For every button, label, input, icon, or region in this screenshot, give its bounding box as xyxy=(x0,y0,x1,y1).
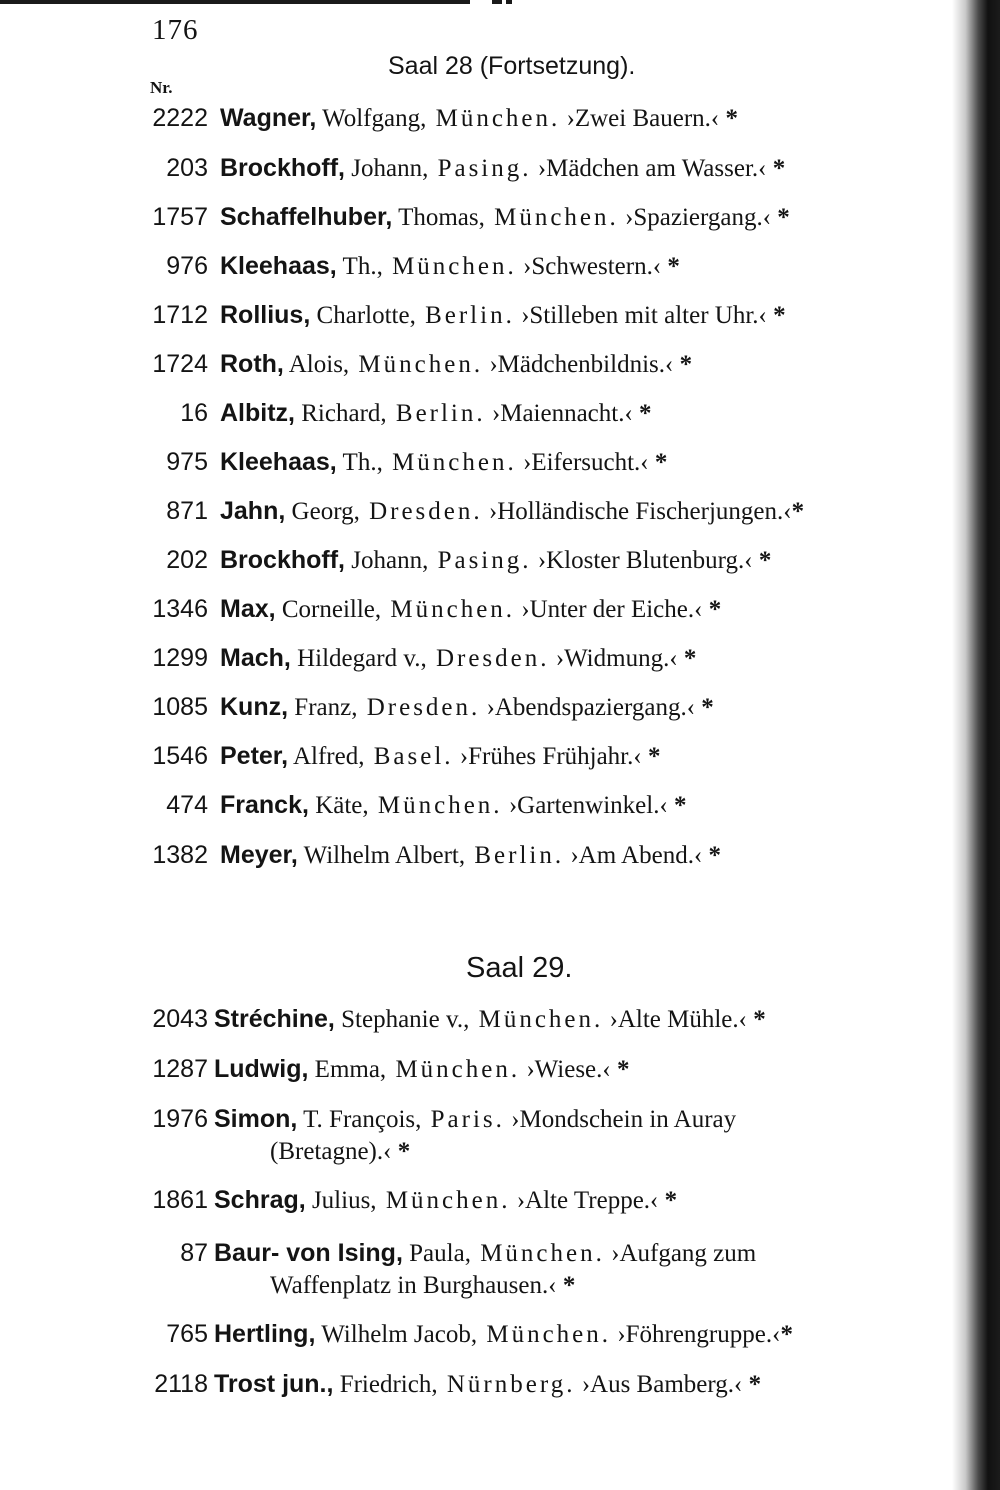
artist-city: München. xyxy=(426,105,561,132)
entry-number: 87 xyxy=(180,1239,208,1267)
artist-name: Brockhoff, xyxy=(220,546,345,574)
artist-name: Mach, xyxy=(220,644,291,672)
artwork-title: ›Wiese.‹ xyxy=(520,1056,611,1083)
artist-name: Kleehaas, xyxy=(220,448,337,476)
entry-text xyxy=(214,1105,736,1134)
artist-given-name: Charlotte, xyxy=(310,302,416,329)
entry-text xyxy=(220,595,721,624)
artist-city: München. xyxy=(470,1240,605,1267)
entry-number: 1546 xyxy=(152,742,208,770)
artist-city: München. xyxy=(376,1187,511,1214)
entry-text xyxy=(220,644,696,673)
entry-text xyxy=(214,1320,793,1349)
entry-mark: * xyxy=(661,253,680,280)
entry-text xyxy=(220,301,786,330)
artwork-title-continuation: Waffenplatz in Burghausen.‹ xyxy=(270,1272,557,1299)
artwork-title: ›Föhrengruppe.‹ xyxy=(611,1321,781,1348)
artist-city: München. xyxy=(349,351,484,378)
entry-mark: * xyxy=(791,498,805,525)
artist-city: München. xyxy=(382,449,517,476)
artist-name: Meyer, xyxy=(220,841,298,869)
artist-city: München. xyxy=(477,1321,612,1348)
entry-number: 203 xyxy=(166,154,208,182)
section-title-saal-28: Saal 28 (Fortsetzung). xyxy=(388,52,636,80)
artist-name: Ludwig, xyxy=(214,1055,309,1083)
artwork-title: ›Stilleben mit alter Uhr.‹ xyxy=(514,302,767,329)
artist-city: München. xyxy=(484,204,619,231)
entry-mark: * xyxy=(667,792,687,819)
entry-text xyxy=(214,1055,629,1084)
entry-mark: * xyxy=(556,1272,576,1299)
artist-name: Wagner, xyxy=(220,104,317,132)
entry-text xyxy=(220,448,667,477)
entry-continuation xyxy=(270,1138,410,1166)
artist-city: Nürnberg. xyxy=(437,1371,576,1398)
entry-text xyxy=(220,399,652,428)
entry-mark: * xyxy=(780,1321,793,1348)
artist-name: Roth, xyxy=(220,350,284,378)
entry-number: 16 xyxy=(180,399,208,427)
entry-number: 2222 xyxy=(152,104,208,132)
artwork-title: ›Unter der Eiche.‹ xyxy=(515,596,703,623)
entry-mark: * xyxy=(771,204,790,231)
artist-given-name: Julius, xyxy=(305,1187,377,1214)
artwork-title-continuation: (Bretagne).‹ xyxy=(270,1138,392,1165)
artwork-title: ›Schwestern.‹ xyxy=(516,253,662,280)
artist-given-name: Th., xyxy=(336,449,383,476)
artwork-title: ›Aufgang zum xyxy=(604,1240,757,1267)
entry-mark: * xyxy=(648,449,668,476)
entry-mark: * xyxy=(766,155,786,182)
artist-city: Dresden. xyxy=(357,694,481,721)
artist-name: Albitz, xyxy=(220,399,295,427)
entry-text xyxy=(214,1005,766,1034)
artist-given-name: Johann, xyxy=(345,547,429,574)
entry-number: 976 xyxy=(166,252,208,280)
artist-given-name: Johann, xyxy=(345,155,429,182)
entry-number: 975 xyxy=(166,448,208,476)
entry-mark: * xyxy=(632,400,652,427)
artwork-title: ›Alte Treppe.‹ xyxy=(510,1187,659,1214)
entry-number: 2118 xyxy=(154,1370,208,1398)
artist-city: Paris. xyxy=(421,1106,505,1133)
entry-mark: * xyxy=(719,105,738,132)
artist-name: Schrag, xyxy=(214,1186,306,1214)
artist-given-name: Hildegard v., xyxy=(290,645,427,672)
entry-text xyxy=(220,841,721,870)
artist-given-name: T. François, xyxy=(297,1106,422,1133)
artist-city: München. xyxy=(368,792,503,819)
artwork-title: ›Mädchen am Wasser.‹ xyxy=(531,155,767,182)
entry-text xyxy=(220,791,687,820)
entry-text xyxy=(220,104,738,133)
entry-continuation xyxy=(270,1272,575,1300)
artwork-title: ›Mädchenbildnis.‹ xyxy=(483,351,674,378)
artist-city: Berlin. xyxy=(386,400,486,427)
artwork-title: ›Aus Bamberg.‹ xyxy=(575,1371,743,1398)
artwork-title: ›Frühes Frühjahr.‹ xyxy=(453,743,642,770)
entry-text xyxy=(220,497,804,526)
artist-city: München. xyxy=(386,1056,521,1083)
artist-given-name: Paula, xyxy=(402,1240,471,1267)
entry-mark: * xyxy=(702,596,722,623)
artist-city: München. xyxy=(382,253,517,280)
entry-number: 1712 xyxy=(152,301,208,329)
entry-mark: * xyxy=(658,1187,678,1214)
artist-name: Hertling, xyxy=(214,1320,316,1348)
artwork-title: ›Maiennacht.‹ xyxy=(485,400,633,427)
artist-given-name: Wolfgang, xyxy=(316,105,427,132)
artist-name: Simon, xyxy=(214,1105,298,1133)
entry-text xyxy=(214,1239,756,1268)
page-edge-shadow xyxy=(952,0,1000,1490)
entry-text xyxy=(220,350,692,379)
artist-city: München. xyxy=(381,596,516,623)
artist-name: Brockhoff, xyxy=(220,154,345,182)
column-label-nr: Nr. xyxy=(150,78,173,97)
artist-name: Rollius, xyxy=(220,301,311,329)
artist-city: München. xyxy=(469,1006,604,1033)
entry-mark: * xyxy=(677,645,697,672)
entry-text xyxy=(214,1370,761,1399)
artist-given-name: Th., xyxy=(336,253,383,280)
entry-number: 765 xyxy=(166,1320,208,1348)
entry-text xyxy=(220,546,771,575)
artwork-title: ›Zwei Bauern.‹ xyxy=(560,105,720,132)
artist-name: Stréchine, xyxy=(214,1005,335,1033)
artwork-title: ›Alte Mühle.‹ xyxy=(603,1006,747,1033)
entry-number: 202 xyxy=(166,546,208,574)
artist-name: Kunz, xyxy=(220,693,289,721)
entry-number: 1757 xyxy=(152,203,208,231)
entry-text xyxy=(220,203,790,232)
entry-text xyxy=(220,693,714,722)
entry-number: 1724 xyxy=(152,350,208,378)
entry-number: 1976 xyxy=(152,1105,208,1133)
artist-given-name: Richard, xyxy=(295,400,387,427)
artist-name: Kleehaas, xyxy=(220,252,337,280)
top-rule-dash xyxy=(506,0,512,4)
artist-given-name: Stephanie v., xyxy=(334,1006,470,1033)
artist-name: Baur- von Ising, xyxy=(214,1239,403,1267)
entry-mark: * xyxy=(641,743,661,770)
entry-number: 1861 xyxy=(152,1186,208,1214)
artist-city: Basel. xyxy=(364,743,454,770)
artist-given-name: Alois, xyxy=(283,351,350,378)
entry-number: 871 xyxy=(166,497,208,525)
entry-mark: * xyxy=(673,351,693,378)
entry-mark: * xyxy=(752,547,772,574)
entry-number: 1287 xyxy=(152,1055,208,1083)
artwork-title: ›Abendspaziergang.‹ xyxy=(480,694,696,721)
artwork-title: ›Kloster Blutenburg.‹ xyxy=(531,547,753,574)
artist-name: Schaffelhuber, xyxy=(220,203,393,231)
entry-mark: * xyxy=(391,1138,411,1165)
artist-given-name: Käte, xyxy=(308,792,369,819)
top-rule-dash xyxy=(492,0,502,4)
artist-given-name: Corneille, xyxy=(275,596,382,623)
entry-mark: * xyxy=(695,694,714,721)
artist-name: Peter, xyxy=(220,742,289,770)
artist-name: Franck, xyxy=(220,791,309,819)
artist-given-name: Emma, xyxy=(308,1056,387,1083)
artwork-title: ›Widmung.‹ xyxy=(549,645,678,672)
entry-mark: * xyxy=(610,1056,630,1083)
entry-text xyxy=(214,1186,677,1215)
entry-number: 2043 xyxy=(152,1005,208,1033)
entry-number: 1299 xyxy=(152,644,208,672)
entry-number: 474 xyxy=(166,791,208,819)
entry-number: 1382 xyxy=(152,841,208,869)
artist-given-name: Alfred, xyxy=(288,743,365,770)
artist-city: Pasing. xyxy=(428,547,532,574)
artist-name: Trost jun., xyxy=(214,1370,334,1398)
entry-mark: * xyxy=(742,1371,762,1398)
artist-city: Dresden. xyxy=(359,498,483,525)
entry-mark: * xyxy=(702,842,722,869)
artwork-title: ›Am Abend.‹ xyxy=(564,842,703,869)
top-rule xyxy=(0,0,470,4)
entry-mark: * xyxy=(766,302,786,329)
artist-city: Berlin. xyxy=(415,302,515,329)
artist-given-name: Wilhelm Jacob, xyxy=(315,1321,478,1348)
entry-number: 1346 xyxy=(152,595,208,623)
artist-given-name: Franz, xyxy=(288,694,358,721)
artist-given-name: Georg, xyxy=(285,498,360,525)
entry-number: 1085 xyxy=(152,693,208,721)
artwork-title: ›Gartenwinkel.‹ xyxy=(502,792,668,819)
artist-given-name: Friedrich, xyxy=(333,1371,438,1398)
artwork-title: ›Spaziergang.‹ xyxy=(618,204,772,231)
artwork-title: ›Mondschein in Auray xyxy=(504,1106,737,1133)
entry-text xyxy=(220,154,785,183)
artist-city: Pasing. xyxy=(428,155,532,182)
entry-text xyxy=(220,252,680,281)
artwork-title: ›Holländische Fischerjungen.‹ xyxy=(482,498,792,525)
artwork-title: ›Eifersucht.‹ xyxy=(516,449,649,476)
artist-name: Jahn, xyxy=(220,497,286,525)
artist-name: Max, xyxy=(220,595,276,623)
artist-city: Berlin. xyxy=(465,842,565,869)
artist-given-name: Thomas, xyxy=(392,204,485,231)
artist-given-name: Wilhelm Albert, xyxy=(297,842,466,869)
artist-city: Dresden. xyxy=(426,645,550,672)
entry-mark: * xyxy=(746,1006,766,1033)
section-title-saal-29: Saal 29. xyxy=(466,952,573,984)
page-number: 176 xyxy=(152,14,199,46)
entry-text xyxy=(220,742,660,771)
